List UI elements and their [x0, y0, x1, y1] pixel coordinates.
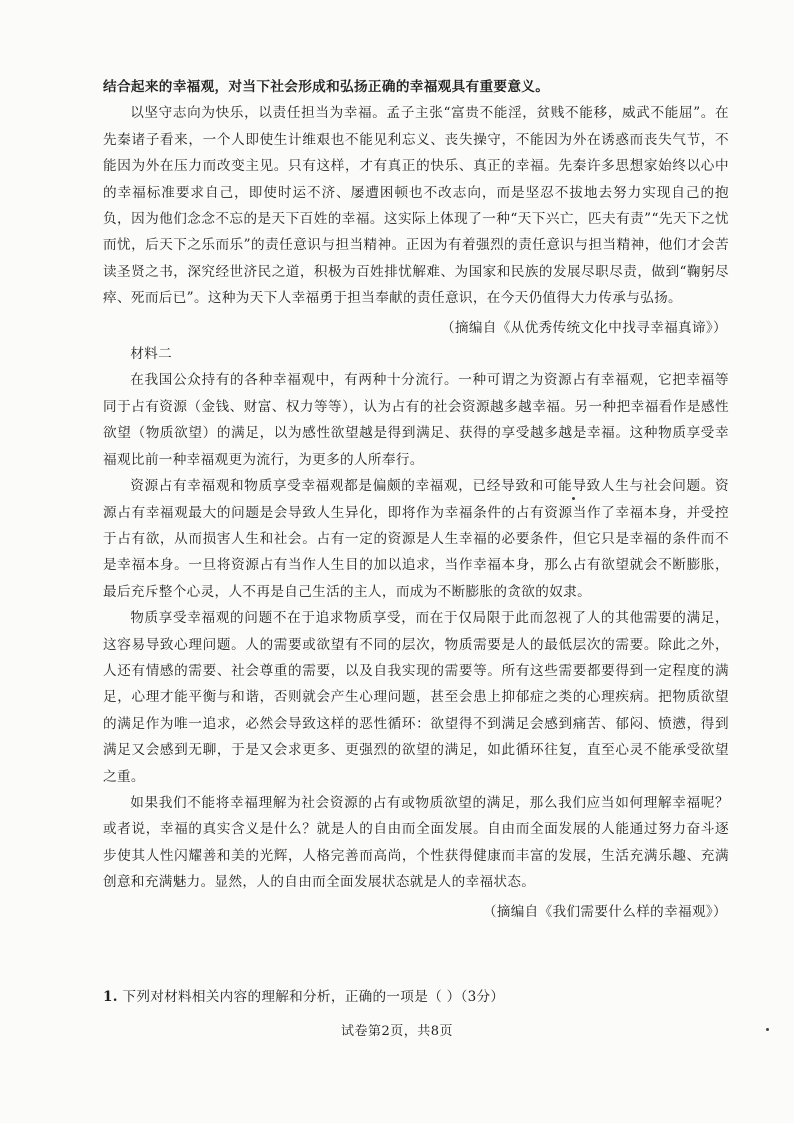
material2-heading: 材料二: [130, 346, 173, 363]
scan-speck: [572, 497, 575, 500]
material1-source: （摘编自《从优秀传统文化中找寻幸福真谛》）: [440, 319, 727, 336]
page-footer: 试卷第2页，共8页: [340, 1024, 454, 1039]
material2-source: （摘编自《我们需要什么样的幸福观》）: [482, 903, 727, 920]
material2-paragraph-1: 在我国公众持有的各种幸福观中，有两种十分流行。一种可谓之为资源占有幸福观，它把幸福等同于占有资源（金钱、财富、权力等等），认为占有的社会资源越多越幸福。另一种把幸福看作是感性欲望（物质欲望）的满足，以为感性欲望越是得到满足、获得的享受越多越是幸福。这种物质享受幸福观比前一种幸福观更为流行，为更多的人所奉行。: [103, 372, 729, 468]
material1-paragraph: 以坚守志向为快乐，以责任担当为幸福。孟子主张“富贵不能淫，贫贱不能移，威武不能屈”。在先秦诸子看来，一个人即使生计维艰也不能见利忘义、丧失操守，不能因为外在诱惑而丧失气节，不能因为外在压力而改变主见。只有这样，才有真正的快乐、真正的幸福。先秦许多思想家始终以心中的幸福标准要求自己，即使时运不济、屡遭困顿也不改志向，而是坚忍不拔地去努力实现自己的抱负，因为他们念念不忘的是天下百姓的幸福。这实际上体现了一种“天下兴亡，匹夫有责”“先天下之忧而忧，后天下之乐而乐”的责任意识与担当精神。正因为有着强烈的责任意识与担当精神，他们才会苦读圣贤之书，深究经世济民之道，积极为百姓排忧解难、为国家和民族的发展尽职尽责，做到“鞠躬尽瘁、死而后已”。这种为天下人幸福勇于担当奉献的责任意识，在今天仍值得大力传承与弘扬。: [103, 105, 729, 307]
question-number: 1.: [103, 989, 118, 1005]
material2-paragraph-2: 资源占有幸福观和物质享受幸福观都是偏颇的幸福观，已经导致和可能导致人生与社会问题。资源占有幸福观最大的问题是会导致人生异化，即将作为幸福条件的占有资源当作了幸福本身，并受控于占有欲，从而损害人生和社会。占有一定的资源是人生幸福的必要条件，但它只是幸福的条件而不是幸福本身。一旦将资源占有当作人生目的加以追求，当作幸福本身，那么占有欲望就会不断膨胀，最后充斥整个心灵，人不再是自己生活的主人，而成为不断膨胀的贪欲的奴隶。: [103, 478, 729, 600]
question-1: [103, 986, 504, 1008]
material2-paragraph-3: 物质享受幸福观的问题不在于追求物质享受，而在于仅局限于此而忽视了人的其他需要的满足，这容易导致心理问题。人的需要或欲望有不同的层次，物质需要是人的最低层次的需要。除此之外，人还有情感的需要、社会尊重的需要，以及自我实现的需要等。所有这些需要都要得到一定程度的满足，心理才能平衡与和谐，否则就会产生心理问题，甚至会患上抑郁症之类的心理疾病。把物质欲望的满足作为唯一追求，必然会导致这样的恶性循环：欲望得不到满足会感到痛苦、郁闷、愤懑，得到满足又会感到无聊，于是又会求更多、更强烈的欲望的满足，如此循环往复，直至心灵不能承受欲望之重。: [103, 610, 729, 785]
material1-lead: 结合起来的幸福观，对当下社会形成和弘扬正确的幸福观具有重要意义。: [103, 79, 550, 95]
scan-speck: [766, 1028, 769, 1031]
reading-material: [103, 74, 729, 925]
question-text: 下列对材料相关内容的理解和分析，正确的一项是（ ）（3分）: [122, 989, 505, 1005]
material2-paragraph-4: 如果我们不能将幸福理解为社会资源的占有或物质欲望的满足，那么我们应当如何理解幸福呢？或者说，幸福的真实含义是什么？就是人的自由而全面发展。自由而全面发展的人能通过努力奋斗逐步使其人性闪耀善和美的光辉，人格完善而高尚，个性获得健康而丰富的发展，生活充满乐趣、充满创意和充满魅力。显然，人的自由而全面发展状态就是人的幸福状态。: [103, 794, 729, 891]
